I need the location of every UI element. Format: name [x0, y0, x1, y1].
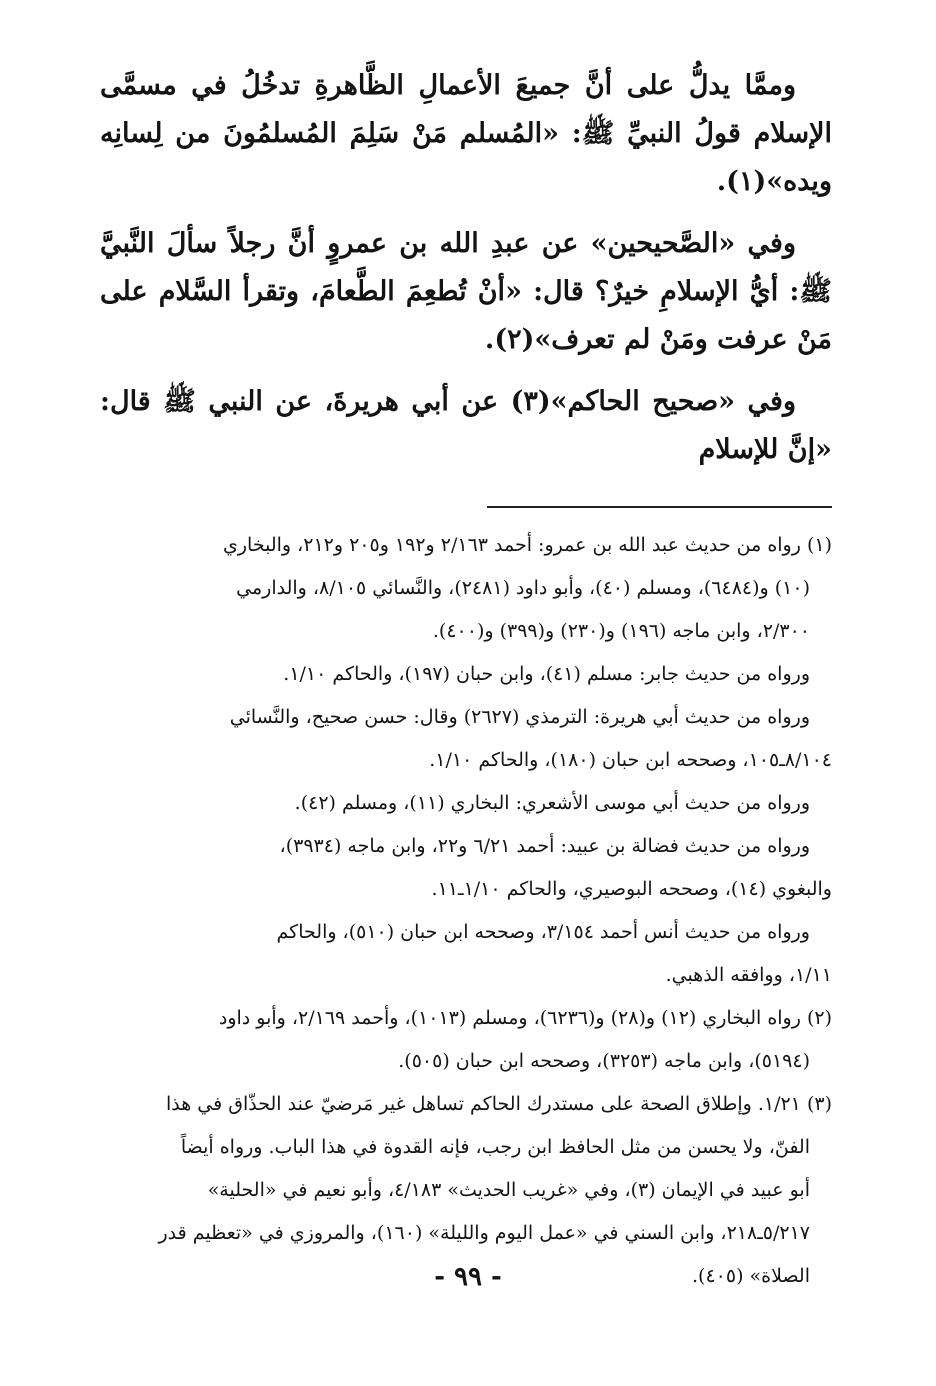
- footnote-2: [100, 997, 832, 1083]
- footnote-line: (١٠) و(٦٤٨٤)، ومسلم (٤٠)، وأبو داود (٢٤٨١)، والنَّسائي ٨/١٠٥، والدارمي: [236, 577, 810, 599]
- footnote-line: ٨/١٠٤ـ١٠٥، وصححه ابن حبان (١٨٠)، والحاكم ١/١٠.: [429, 749, 832, 771]
- footnote-line: ورواه من حديث فضالة بن عبيد: أحمد ٦/٢١ و٢٢، وابن ماجه (٣٩٣٤)،: [279, 835, 810, 857]
- footnote-line: ورواه من حديث أبي هريرة: الترمذي (٢٦٢٧) وقال: حسن صحيح، والنَّسائي: [229, 706, 810, 728]
- footnote-line: (٥١٩٤)، وابن ماجه (٣٢٥٣)، وصححه ابن حبان (٥٠٥).: [398, 1050, 810, 1072]
- footnote-sub: [100, 825, 832, 911]
- footnote-line: ورواه من حديث أنس أحمد ٣/١٥٤، وصححه ابن حبان (٥١٠)، والحاكم: [276, 921, 810, 943]
- footnote-line: ٥/٢١٧ـ٢١٨، وابن السني في «عمل اليوم والليلة» (١٦٠)، والمروزي في «تعظيم قدر: [158, 1222, 810, 1244]
- paragraph-2: وفي «الصَّحيحين» عن عبدِ الله بن عمروٍ أنَّ رجلاً سألَ النَّبيَّ ﷺ: أيُّ الإسلامِ خيرٌ؟ قال: «أنْ تُطعِمَ الطَّعامَ، وتقرأ السَّلام على مَنْ عرفت ومَنْ لم تعرف»(٢).: [100, 228, 832, 355]
- footnote-line: ورواه من حديث جابر: مسلم (٤١)، وابن حبان (١٩٧)، والحاكم ١/١٠.: [283, 663, 810, 685]
- footnotes: [100, 524, 832, 1298]
- footnote-1: [100, 524, 832, 997]
- footnote-line: ورواه من حديث أبي موسى الأشعري: البخاري (١١)، ومسلم (٤٢).: [294, 792, 810, 814]
- paragraph-3: وفي «صحيح الحاكم»(٣) عن أبي هريرةَ، عن النبي ﷺ قال: «إنَّ للإسلام: [100, 386, 832, 465]
- footnote-line: الفنّ، ولا يحسن من مثل الحافظ ابن رجب، فإنه القدوة في هذا الباب. ورواه أيضاً: [180, 1136, 810, 1158]
- footnote-line: (١) رواه من حديث عبد الله بن عمرو: أحمد ٢/١٦٣ و١٩٢ و٢٠٥ و٢١٢، والبخاري: [222, 534, 832, 556]
- footnote-line: ١/١١، ووافقه الذهبي.: [665, 964, 832, 986]
- main-text: [100, 62, 832, 474]
- paragraph-1: وممَّا يدلُّ على أنَّ جميعَ الأعمالِ الظَّاهرةِ تدخُلُ في مسمَّى الإسلام قولُ النبيِّ ﷺ: «المُسلم مَنْ سَلِمَ المُسلمُونَ من لِسانِه ويده»(١).: [100, 70, 832, 197]
- footnote-sub: [100, 782, 832, 825]
- footnote-line: والبغوي (١٤)، وصححه البوصيري، والحاكم ١/١٠ـ١١.: [431, 878, 832, 900]
- footnote-sub: [100, 696, 832, 782]
- footnote-sub: [100, 653, 832, 696]
- footnote-line: الصلاة» (٤٠٥).: [692, 1265, 810, 1287]
- footnote-separator: [487, 506, 832, 508]
- page-number: - ٩٩ -: [434, 1262, 502, 1292]
- footnote-line: ٢/٣٠٠، وابن ماجه (١٩٦) و(٢٣٠) و(٣٩٩) و(٤٠٠).: [432, 620, 810, 642]
- footnote-line: أبو عبيد في الإيمان (٣)، وفي «غريب الحديث» ٤/١٨٣، وأبو نعيم في «الحلية»: [207, 1179, 810, 1201]
- footnote-sub: [100, 911, 832, 997]
- footnote-line: (٢) رواه البخاري (١٢) و(٢٨) و(٦٢٣٦)، ومسلم (١٠١٣)، وأحمد ٢/١٦٩، وأبو داود: [218, 1007, 832, 1029]
- footnote-line: (٣) ١/٢١. وإطلاق الصحة على مستدرك الحاكم تساهل غير مَرضيّ عند الحذّاق في هذا: [165, 1093, 832, 1115]
- page-content: [100, 62, 832, 1298]
